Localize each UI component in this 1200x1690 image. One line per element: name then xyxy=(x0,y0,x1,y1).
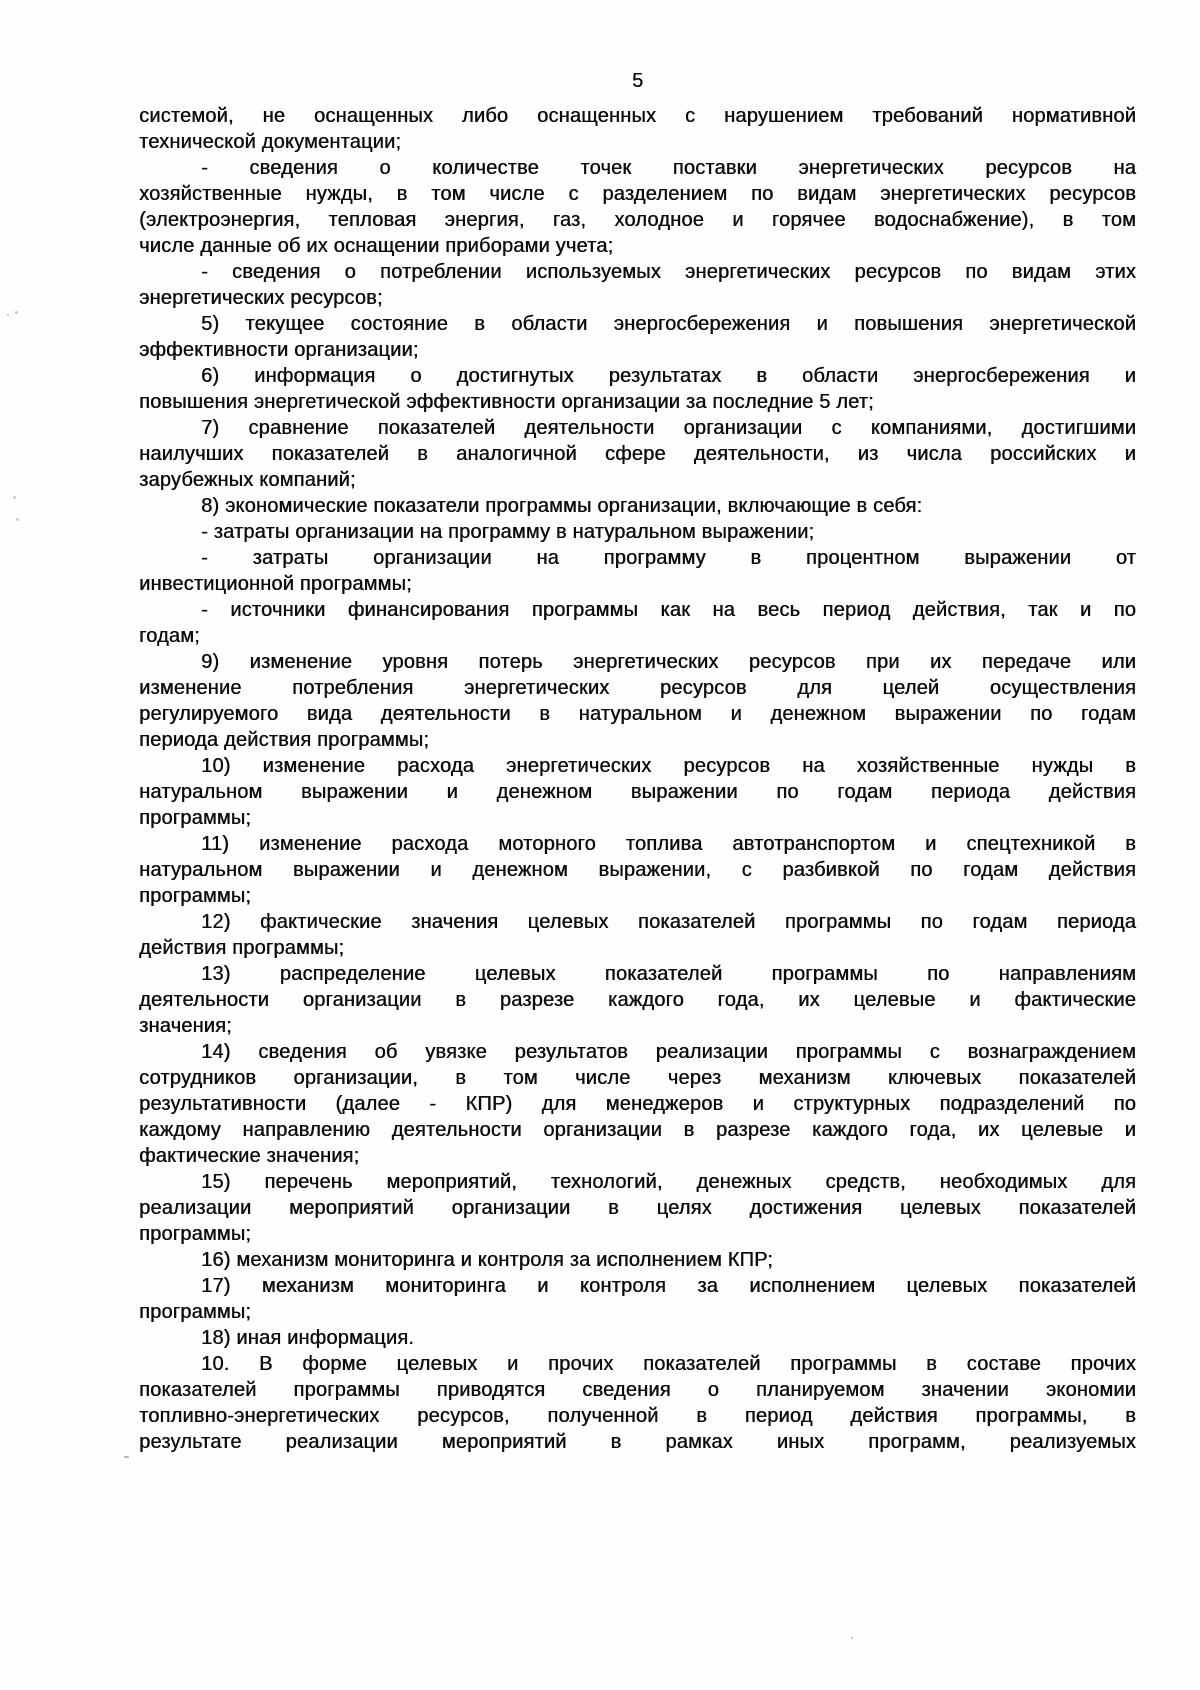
text-line: 9) изменение уровня потерь энергетических ресурсов при их передаче или xyxy=(201,651,1136,673)
paragraph-13 xyxy=(139,831,1136,909)
text-line: сотрудников организации, в том числе через механизм ключевых показателей xyxy=(139,1067,1136,1089)
text-line: 5) текущее состояние в области энергосбережения и повышения энергетической xyxy=(201,313,1136,335)
paragraph-10 xyxy=(139,597,1136,649)
text-line: показателей программы приводятся сведения о планируемом значении экономии xyxy=(139,1379,1136,1401)
text-line: натуральном выражении и денежном выражении, с разбивкой по годам действия xyxy=(139,859,1136,881)
text-line: программы; xyxy=(139,807,252,829)
text-line: наилучших показателей в аналогичной сфере деятельности, из числа российских и xyxy=(139,443,1136,465)
text-line: периода действия программы; xyxy=(139,729,430,751)
paragraph-12 xyxy=(139,753,1136,831)
scan-speck xyxy=(851,1637,853,1639)
text-line: натуральном выражении и денежном выражении по годам периода действия xyxy=(139,781,1136,803)
text-line: 10. В форме целевых и прочих показателей программы в составе прочих xyxy=(201,1353,1136,1375)
text-line: 11) изменение расхода моторного топлива автотранспортом и спецтехникой в xyxy=(201,833,1136,855)
paragraph-3 xyxy=(139,259,1136,311)
text-line: 15) перечень мероприятий, технологий, денежных средств, необходимых для xyxy=(201,1171,1136,1193)
text-line: системой, не оснащенных либо оснащенных с нарушением требований нормативной xyxy=(139,105,1136,127)
text-line: - сведения о потреблении используемых энергетических ресурсов по видам этих xyxy=(201,261,1136,283)
paragraph-18 xyxy=(139,1247,1136,1273)
paragraph-2 xyxy=(139,155,1136,259)
text-line: - затраты организации на программу в натуральном выражении; xyxy=(201,521,815,543)
text-line: - источники финансирования программы как на весь период действия, так и по xyxy=(201,599,1136,621)
paragraph-9 xyxy=(139,545,1136,597)
text-line: повышения энергетической эффективности организации за последние 5 лет; xyxy=(139,391,874,413)
paragraph-20 xyxy=(139,1325,1136,1351)
text-line: 8) экономические показатели программы организации, включающие в себя: xyxy=(201,495,923,517)
text-line: каждому направлению деятельности организации в разрезе каждого года, их целевые и xyxy=(139,1119,1136,1141)
text-line: изменение потребления энергетических ресурсов для целей осуществления xyxy=(139,677,1136,699)
text-line: реализации мероприятий организации в целях достижения целевых показателей xyxy=(139,1197,1136,1219)
page-number: 5 xyxy=(631,70,644,92)
text-line: программы; xyxy=(139,885,252,907)
scan-speck xyxy=(7,314,9,316)
text-line: числе данные об их оснащении приборами учета; xyxy=(139,235,614,257)
text-line: - затраты организации на программу в процентном выражении от xyxy=(201,547,1136,569)
text-line: годам; xyxy=(139,625,200,647)
text-line: значения; xyxy=(139,1015,232,1037)
text-line: инвестиционной программы; xyxy=(139,573,412,595)
paragraph-8 xyxy=(139,519,1136,545)
paragraph-6 xyxy=(139,415,1136,493)
text-line: 14) сведения об увязке результатов реализации программы с вознаграждением xyxy=(201,1041,1136,1063)
text-line: 7) сравнение показателей деятельности организации с компаниями, достигшими xyxy=(201,417,1136,439)
text-line: 18) иная информация. xyxy=(201,1327,414,1349)
paragraph-17 xyxy=(139,1169,1136,1247)
text-line: энергетических ресурсов; xyxy=(139,287,383,309)
text-line: 16) механизм мониторинга и контроля за исполнением КПР; xyxy=(201,1249,773,1271)
paragraph-4 xyxy=(139,311,1136,363)
paragraph-1 xyxy=(139,103,1136,155)
paragraph-14 xyxy=(139,909,1136,961)
text-line: действия программы; xyxy=(139,937,345,959)
paragraph-19 xyxy=(139,1273,1136,1325)
text-line: зарубежных компаний; xyxy=(139,469,356,491)
text-line: технической документации; xyxy=(139,131,402,153)
text-line: деятельности организации в разрезе каждого года, их целевые и фактические xyxy=(139,989,1136,1011)
scan-speck xyxy=(15,311,18,314)
text-line: регулируемого вида деятельности в натуральном и денежном выражении по годам xyxy=(139,703,1136,725)
scan-speck xyxy=(13,496,16,499)
paragraph-21 xyxy=(139,1351,1136,1455)
scan-speck xyxy=(16,518,19,521)
paragraph-15 xyxy=(139,961,1136,1039)
text-line: 17) механизм мониторинга и контроля за исполнением целевых показателей xyxy=(201,1275,1136,1297)
text-line: 13) распределение целевых показателей программы по направлениям xyxy=(201,963,1136,985)
text-line: - сведения о количестве точек поставки энергетических ресурсов на xyxy=(201,157,1136,179)
paragraph-11 xyxy=(139,649,1136,753)
scan-speck xyxy=(124,1456,129,1458)
text-line: программы; xyxy=(139,1223,252,1245)
text-line: топливно-энергетических ресурсов, полученной в период действия программы, в xyxy=(139,1405,1136,1427)
text-line: программы; xyxy=(139,1301,252,1323)
text-line: хозяйственные нужды, в том числе с разделением по видам энергетических ресурсов xyxy=(139,183,1136,205)
text-line: фактические значения; xyxy=(139,1145,360,1167)
text-line: 6) информация о достигнутых результатах в области энергосбережения и xyxy=(201,365,1136,387)
text-line: эффективности организации; xyxy=(139,339,419,361)
paragraph-7 xyxy=(139,493,1136,519)
text-line: результате реализации мероприятий в рамках иных программ, реализуемых xyxy=(139,1431,1136,1453)
paragraph-16 xyxy=(139,1039,1136,1169)
document-body xyxy=(139,103,1136,1455)
text-line: 12) фактические значения целевых показателей программы по годам периода xyxy=(201,911,1136,933)
paragraph-5 xyxy=(139,363,1136,415)
text-line: (электроэнергия, тепловая энергия, газ, холодное и горячее водоснабжение), в том xyxy=(139,209,1136,231)
text-line: результативности (далее - КПР) для менеджеров и структурных подразделений по xyxy=(139,1093,1136,1115)
text-line: 10) изменение расхода энергетических ресурсов на хозяйственные нужды в xyxy=(201,755,1136,777)
